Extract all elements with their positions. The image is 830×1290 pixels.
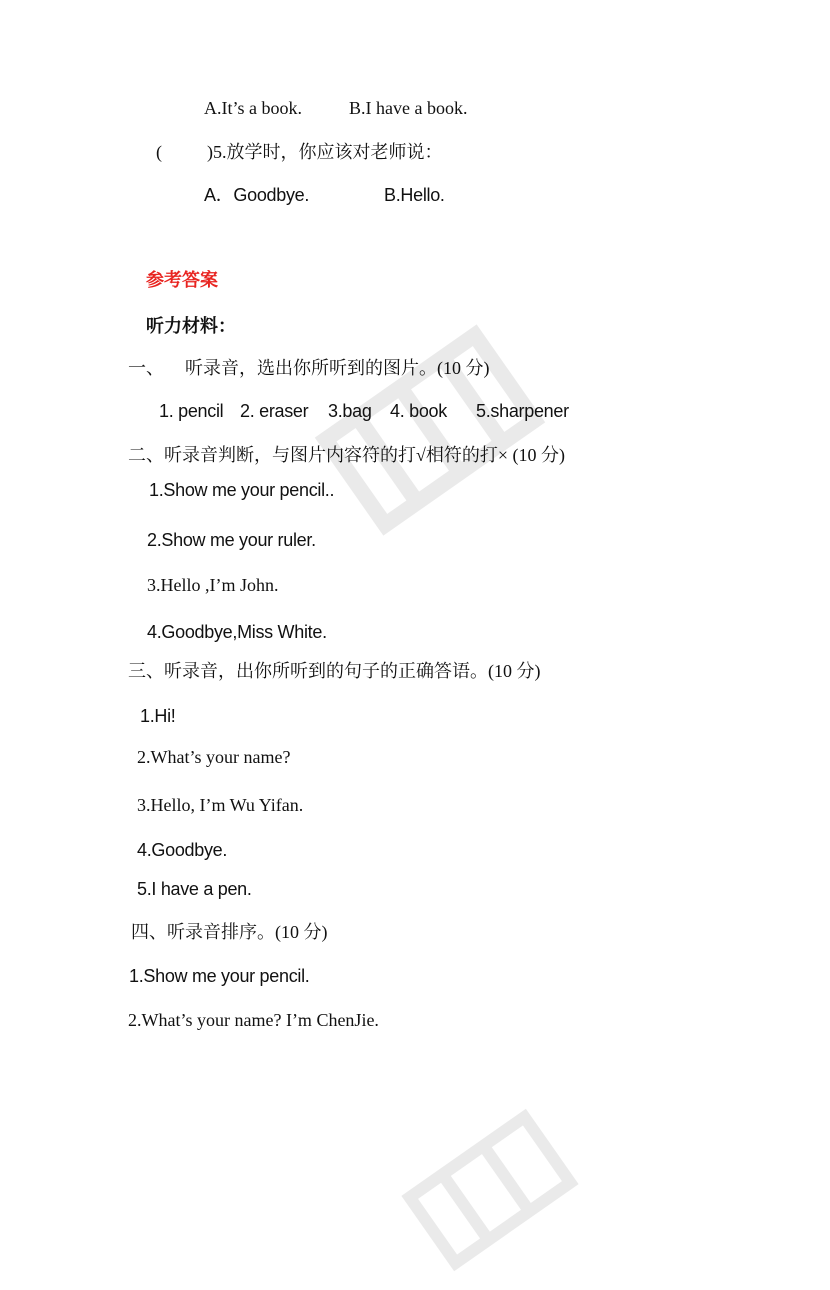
listening-material-heading: 听力材料： bbox=[146, 316, 236, 336]
q5-question: )5.放学时，你应该对老师说： bbox=[207, 142, 443, 162]
section-1-number: 一、 bbox=[128, 358, 164, 378]
section-3-item-1: 1.Hi! bbox=[140, 706, 176, 726]
section-2-item-3: 3.Hello ,I’m John. bbox=[147, 575, 279, 595]
q5-option-a: A．Goodbye. bbox=[204, 185, 310, 205]
section-1-item-2: 2. eraser bbox=[240, 401, 309, 421]
watermark-logo-bottom bbox=[390, 1090, 590, 1290]
q4-option-b: B.I have a book. bbox=[349, 98, 468, 118]
section-3-item-2: 2.What’s your name? bbox=[137, 747, 291, 767]
section-4-item-1: 1.Show me your pencil. bbox=[129, 966, 310, 986]
section-2-title: 二、听录音判断，与图片内容符的打√相符的打× (10 分) bbox=[128, 445, 566, 465]
section-1-title: 听录音，选出你所听到的图片。(10 分) bbox=[185, 358, 490, 378]
section-2-item-1: 1.Show me your pencil.. bbox=[149, 480, 335, 500]
section-4-item-2: 2.What’s your name? I’m ChenJie. bbox=[128, 1010, 379, 1030]
section-2-item-4: 4.Goodbye,Miss White. bbox=[147, 622, 327, 642]
q4-option-a: A.It’s a book. bbox=[204, 98, 302, 118]
section-1-item-5: 5.sharpener bbox=[476, 401, 569, 421]
section-3-item-4: 4.Goodbye. bbox=[137, 840, 228, 860]
section-4-title: 四、听录音排序。(10 分) bbox=[131, 922, 328, 942]
section-3-item-3: 3.Hello, I’m Wu Yifan. bbox=[137, 795, 304, 815]
answer-key-heading: 参考答案 bbox=[146, 270, 218, 290]
q5-paren-open: ( bbox=[156, 142, 162, 162]
section-1-item-3: 3.bag bbox=[328, 401, 372, 421]
q5-option-b: B.Hello. bbox=[384, 185, 445, 205]
section-1-item-1: 1. pencil bbox=[159, 401, 224, 421]
section-2-item-2: 2.Show me your ruler. bbox=[147, 530, 316, 550]
section-3-item-5: 5.I have a pen. bbox=[137, 879, 252, 899]
section-1-item-4: 4. book bbox=[390, 401, 447, 421]
watermark-logo bbox=[300, 300, 560, 560]
section-3-title: 三、听录音，出你所听到的句子的正确答语。(10 分) bbox=[128, 661, 541, 681]
